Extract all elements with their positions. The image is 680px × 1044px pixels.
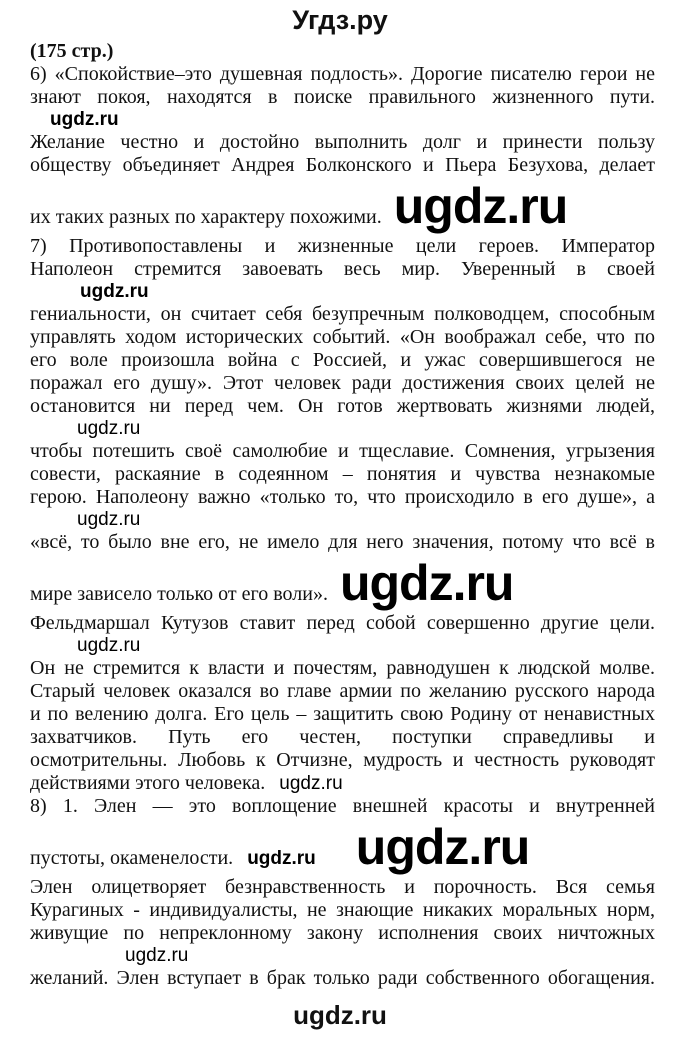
text-line: его воле произошла война с Россией, и ужас совершившегося не [30, 349, 655, 371]
text-line: Элен олицетворяет безнравственность и порочность. Вся семья [30, 876, 655, 898]
watermark-small: ugdz.ru [247, 848, 316, 869]
text-line: 8) 1. Элен — это воплощение внешней красоты и внутренней [30, 795, 655, 817]
watermark-small: ugdz.ru [77, 418, 141, 439]
text-line: мире зависело только от его воли». [30, 583, 328, 605]
text-line: Наполеон стремится завоевать весь мир. Уверенный в своей [30, 258, 655, 280]
text-line: живущие по непреклонному закону исполнения своих ничтожных [30, 922, 655, 944]
watermark-large: ugdz.ru [393, 178, 568, 234]
watermark-small: ugdz.ru [50, 109, 119, 130]
text-line: захватчиков. Путь его честен, поступки справедливы и [30, 726, 655, 748]
text-line: 7) Противопоставлены и жизненные цели героев. Император [30, 235, 655, 257]
text-line: поражал его душу». Этот человек ради достижения своих целей не [30, 372, 655, 394]
page-reference: (175 стр.) [30, 40, 114, 62]
text-line: осмотрительны. Любовь к Отчизне, мудрость и честность руководят [30, 749, 655, 771]
text-line: Фельдмаршал Кутузов ставит перед собой совершенно другие цели. [30, 612, 655, 634]
text-line: остановится ни перед чем. Он готов жертвовать жизнями людей, [30, 395, 655, 417]
text-line-with-watermark [30, 772, 655, 795]
document-body [30, 40, 655, 990]
text-line: герою. Наполеону важно «только то, что происходило в его душе», а [30, 486, 655, 508]
text-line: совести, раскаяние в содеянном – понятия и чувства незнакомые [30, 463, 655, 485]
watermark-small: ugdz.ru [279, 773, 343, 794]
watermark-small: ugdz.ru [125, 945, 189, 966]
text-line: пустоты, окаменелости. [30, 847, 234, 869]
text-line: и по велению долга. Его цель – защитить свою Родину от ненавистных [30, 703, 655, 725]
site-title: Угдз.ру [292, 5, 388, 35]
text-line: их таких разных по характеру похожими. [30, 206, 382, 228]
text-line: 6) «Спокойствие‒это душевная подлость». Дорогие писателю герои не [30, 63, 655, 85]
watermark-small: ugdz.ru [77, 635, 141, 656]
text-line-with-watermark [30, 554, 655, 612]
watermark-large: ugdz.ru [355, 819, 530, 875]
text-line: Старый человек оказался во главе армии по желанию русского народа [30, 680, 655, 702]
text-line-with-watermark [30, 177, 655, 235]
text-line: действиями этого человека. [30, 772, 266, 794]
watermark-small: ugdz.ru [80, 281, 149, 302]
text-line: знают покоя, находятся в поиске правильного жизненного пути. [30, 86, 655, 108]
text-line: Курагиных - индивидуалисты, не знающие никаких моральных норм, [30, 899, 655, 921]
footer-watermark: ugdz.ru [293, 1000, 387, 1030]
text-line: гениальности, он считает себя безупречным полководцем, способным [30, 303, 655, 325]
watermark-large: ugdz.ru [339, 555, 514, 611]
text-line: управлять ходом исторических событий. «Он воображал себе, что по [30, 326, 655, 348]
text-line-with-watermark [30, 818, 655, 876]
watermark-small: ugdz.ru [77, 509, 141, 530]
text-line: Он не стремится к власти и почестям, равнодушен к людской молве. [30, 657, 655, 679]
text-line: «всё, то было вне его, не имело для него значения, потому что всё в [30, 531, 655, 553]
text-line: Желание честно и достойно выполнить долг и принести пользу [30, 131, 655, 153]
text-line: чтобы потешить своё самолюбие и тщеславие. Сомнения, угрызения [30, 440, 655, 462]
text-line: желаний. Элен вступает в брак только ради собственного обогащения. [30, 967, 655, 989]
text-line: обществу объединяет Андрея Болконского и Пьера Безухова, делает [30, 154, 655, 176]
